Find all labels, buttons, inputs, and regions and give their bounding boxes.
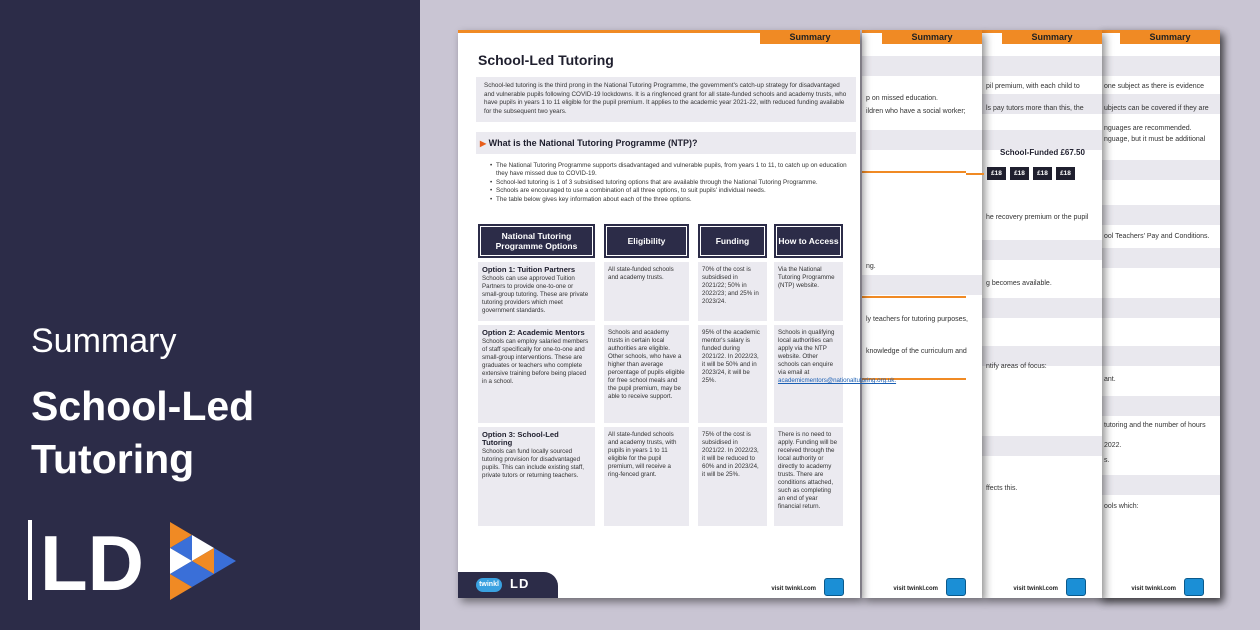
pound-chip: £18 [1056, 167, 1075, 180]
text-fragment: ildren who have a social worker; [866, 108, 966, 115]
table-cell: All state-funded schools and academy trusts. [604, 262, 689, 321]
table-cell: 70% of the cost is subsidised in 2021/22; 50% in 2022/23; and 25% in 2023/24. [698, 262, 767, 321]
access-text: Schools in qualifying local authorities can apply via the NTP website. Other schools can enquire via email at [778, 329, 835, 376]
column-header: How to Access [774, 224, 843, 258]
pound-chip: £18 [987, 167, 1006, 180]
pound-chip: £18 [1033, 167, 1052, 180]
bullet-list [490, 162, 850, 204]
text-fragment: pil premium, with each child to [986, 83, 1080, 90]
pound-chip: £18 [1010, 167, 1029, 180]
section-heading [476, 132, 856, 154]
table-cell [478, 262, 595, 321]
table-cell: Schools and academy trusts in certain local authorities are eligible. Other schools, who have a higher than average percentage of pupils eligible for free school meals and the pupil premium, may be able to receive support. [604, 325, 689, 423]
page-tab: Summary [760, 30, 860, 44]
table-cell: All state-funded schools and academy trusts, with pupils in years 1 to 11 eligible for the pupil premium, will receive a ring-fenced grant. [604, 427, 689, 526]
eligibility-column [604, 224, 689, 526]
text-fragment: he recovery premium or the pupil [986, 214, 1089, 221]
text-fragment: tutoring and the number of hours [1104, 422, 1206, 429]
option-text: Schools can use approved Tuition Partners to provide one-to-one or small-group tutoring. These are private tutoring providers which meet government standards. [482, 275, 589, 314]
email-link[interactable]: academicmentors@nationaltutoring.org.uk. [778, 377, 897, 384]
logo-text: LD [40, 519, 144, 607]
option-text: Schools can fund locally sourced tutoring provision for disadvantaged pupils. This can include existing staff, private tutors or returning teachers. [482, 448, 584, 479]
text-fragment: p on missed education. [866, 95, 938, 102]
text-fragment: ant. [1104, 376, 1116, 383]
text-fragment: ools which: [1104, 503, 1139, 510]
list-item: • The table below gives key information about each of the three options. [490, 196, 850, 204]
front-page [458, 30, 897, 598]
back-page-2 [982, 30, 1102, 598]
text-fragment: ls pay tutors more than this, the [986, 105, 1084, 112]
text-fragment: g becomes available. [986, 280, 1052, 287]
table-cell: 75% of the cost is subsidised in 2021/22. In 2022/23, it will be reduced to 60% and in 2023/24, it will be 25%. [698, 427, 767, 526]
text-fragment: ng. [866, 263, 876, 270]
twinkl-badge-icon [1184, 578, 1204, 596]
twinkl-badge-icon [1066, 578, 1086, 596]
text-fragment: s. [1104, 457, 1110, 464]
table-cell: There is no need to apply. Funding will be received through the local authority or directly to academy trusts. There are conditions attached, such as completing an end of year financial return. [774, 427, 843, 526]
access-column [774, 224, 897, 526]
option-title: Option 2: Academic Mentors [482, 328, 585, 337]
back-page-1 [862, 30, 982, 598]
page-title: School-Led Tutoring [478, 52, 614, 68]
text-fragment: one subject as there is evidence [1104, 83, 1205, 90]
page-tab: Summary [1120, 30, 1220, 44]
twinkl-logo: twinkl [476, 578, 502, 592]
left-panel [0, 0, 420, 630]
page-tab: Summary [1002, 30, 1102, 44]
text-fragment: ntify areas of focus: [986, 363, 1047, 370]
column-header: Funding [698, 224, 767, 258]
option-title: Option 3: School-Led Tutoring [482, 430, 559, 447]
column-header: Eligibility [604, 224, 689, 258]
funding-column [698, 224, 767, 526]
school-funded-label: School-Funded £67.50 [1000, 148, 1085, 157]
text-fragment: knowledge of the curriculum and [866, 348, 967, 355]
footer-visit: visit twinkl.com [893, 586, 938, 592]
panel-subtitle: Summary [31, 322, 177, 360]
ld-footer-logo: LD [510, 576, 530, 591]
twinkl-badge-icon [946, 578, 966, 596]
text-fragment: ly teachers for tutoring purposes, [866, 316, 968, 323]
back-page-3 [1100, 30, 1220, 598]
list-item: • The National Tutoring Programme supports disadvantaged and vulnerable pupils, from years 1 to 11, to catch up on education they have missed due to COVID-19. [490, 162, 850, 179]
intro-box: School-led tutoring is the third prong in the National Tutoring Programme, the government's catch-up strategy for disadvantaged and vulnerable pupils following COVID-19 lockdowns. It is a ringfenced grant for all state-funded schools and academy trusts, who have pupils in years 1 to 11 eligible for the pupil premium. It applies to the academic year 2021-22, with reduced funding available for the subsequent two years. [476, 77, 856, 122]
triangle-bullet-icon: ▶ [480, 139, 487, 148]
page-tab: Summary [882, 30, 982, 44]
option-text: Schools can employ salaried members of staff specifically for one-to-one and small-group interventions. These are graduates or teachers who complete extensive training before being placed in a school. [482, 338, 589, 385]
footer-visit: visit twinkl.com [1013, 586, 1058, 592]
text-fragment: 2022. [1104, 442, 1122, 449]
section-heading-text: What is the National Tutoring Programme (NTP)? [488, 138, 698, 148]
twinkl-badge-icon [824, 578, 844, 596]
panel-title: School-Led Tutoring [31, 383, 255, 482]
options-column [478, 224, 595, 526]
list-item: • Schools are encouraged to use a combination of all three options, to suit pupils' individual needs. [490, 187, 850, 195]
table-cell [774, 325, 897, 423]
text-fragment: nguages are recommended. [1104, 125, 1192, 132]
table-cell: 95% of the academic mentor's salary is funded during 2021/22. In 2022/23, it will be 50% and in 2023/24, it will be 25%. [698, 325, 767, 423]
text-fragment: ffects this. [986, 485, 1018, 492]
column-header: National Tutoring Programme Options [478, 224, 595, 258]
option-title: Option 1: Tuition Partners [482, 265, 576, 274]
footer-visit: visit twinkl.com [1131, 586, 1176, 592]
table-cell [478, 427, 595, 526]
list-item: • School-led tutoring is 1 of 3 subsidised tutoring options that are available through the National Tutoring Programme. [490, 179, 850, 187]
footer-visit: visit twinkl.com [771, 586, 816, 592]
text-fragment: ubjects can be covered if they are [1104, 105, 1209, 112]
text-fragment: nguage, but it must be additional [1104, 136, 1206, 143]
ld-logo-icon [28, 518, 238, 607]
table-cell: Via the National Tutoring Programme (NTP) website. [774, 262, 843, 321]
text-fragment: ool Teachers' Pay and Conditions. [1104, 233, 1210, 240]
table-cell [478, 325, 595, 423]
